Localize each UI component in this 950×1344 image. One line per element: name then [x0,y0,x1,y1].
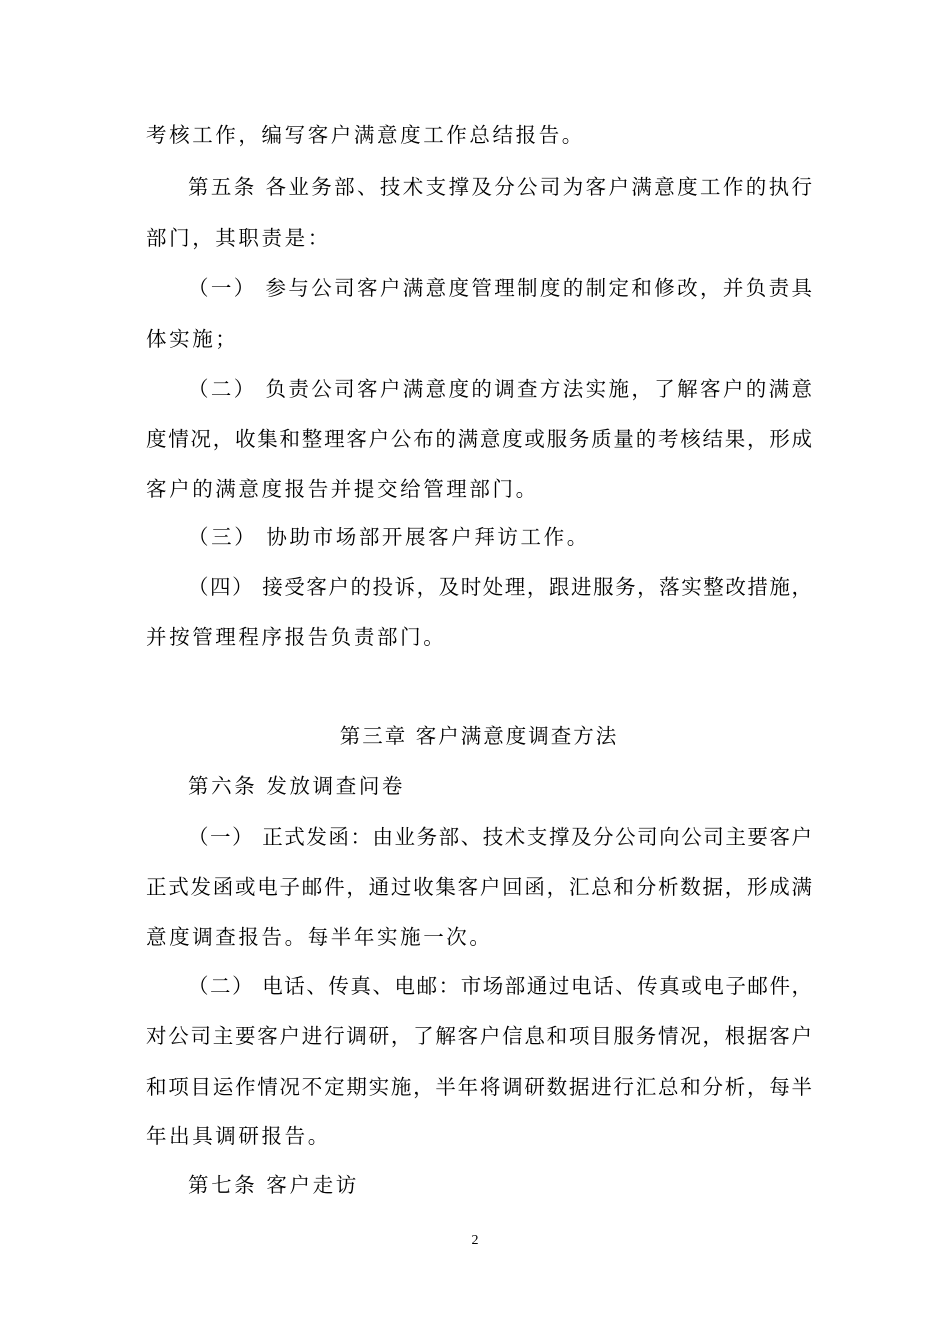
paragraph-line: 正式发函或电子邮件，通过收集客户回函，汇总和分析数据，形成满 [146,875,812,899]
paragraph-line: 考核工作，编写客户满意度工作总结报告。 [146,123,585,147]
list-item-2-line: （二） 电话、传真、电邮：市场部通过电话、传真或电子邮件， [188,974,812,998]
page-number: 2 [471,1233,479,1248]
paragraph-line: 并按管理程序报告负责部门。 [146,625,447,649]
paragraph-line: 和项目运作情况不定期实施，半年将调研数据进行汇总和分析，每半 [146,1075,812,1099]
article-6-heading: 第六条 发放调查问卷 [188,774,406,798]
paragraph-line: 度情况，收集和整理客户公布的满意度或服务质量的考核结果，形成 [146,427,812,451]
list-item-4-line: （四） 接受客户的投诉，及时处理，跟进服务，落实整改措施， [188,575,812,599]
paragraph-line: 年出具调研报告。 [146,1124,331,1148]
list-item-1-line: （一） 正式发函：由业务部、技术支撑及分公司向公司主要客户 [188,825,812,849]
paragraph-line: 意度调查报告。每半年实施一次。 [146,925,493,949]
paragraph-line: 部门，其职责是： [146,226,331,250]
list-item-2-line: （二） 负责公司客户满意度的调查方法实施，了解客户的满意 [188,377,812,401]
paragraph-line: 客户的满意度报告并提交给管理部门。 [146,477,539,501]
chapter-heading: 第三章 客户满意度调查方法 [339,724,619,748]
article-7-heading: 第七条 客户走访 [188,1173,359,1197]
list-item-1-line: （一） 参与公司客户满意度管理制度的制定和修改，并负责具 [188,276,812,300]
article-5-heading-line: 第五条 各业务部、技术支撑及分公司为客户满意度工作的执行 [188,175,812,199]
list-item-3-line: （三） 协助市场部开展客户拜访工作。 [188,525,590,549]
paragraph-line: 体实施； [146,327,239,351]
paragraph-line: 对公司主要客户进行调研，了解客户信息和项目服务情况，根据客户 [146,1024,812,1048]
